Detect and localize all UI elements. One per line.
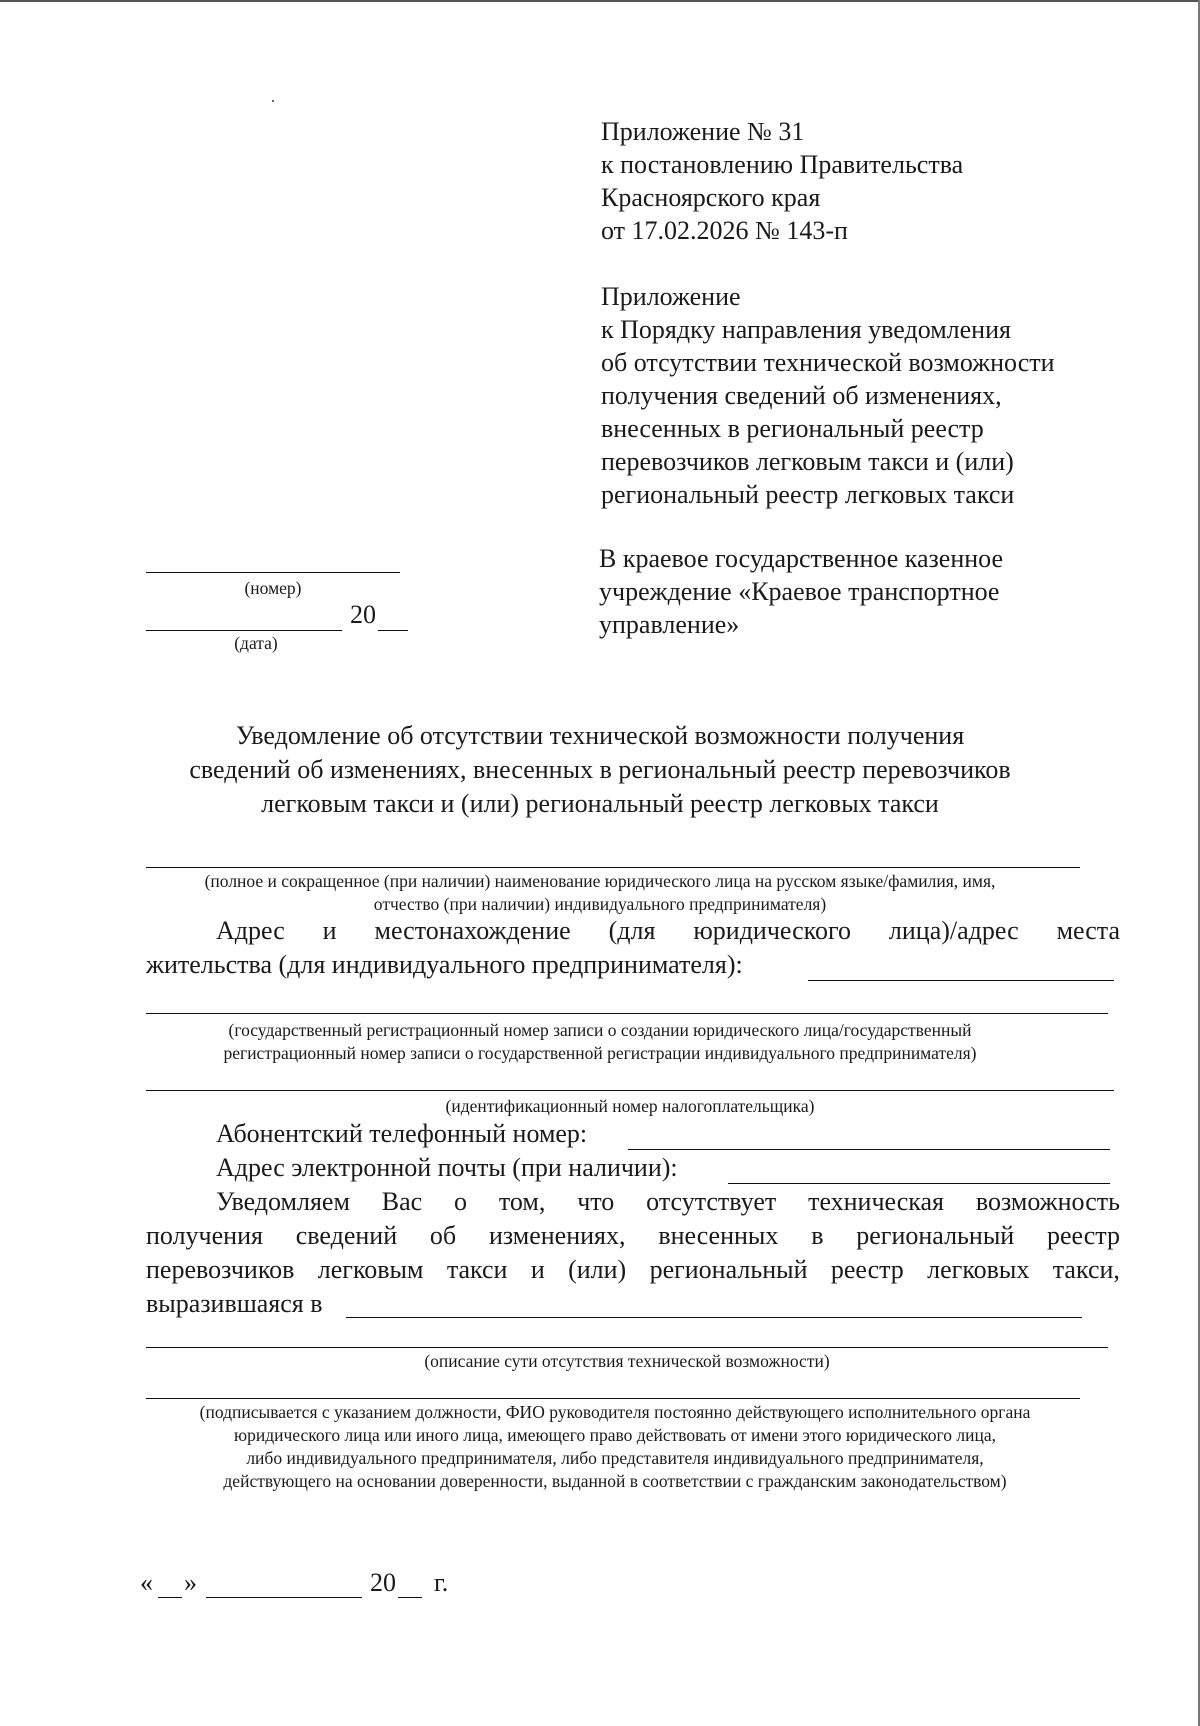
appendix-header-line: Приложение № 31 [601, 117, 805, 146]
scan-speck [272, 100, 274, 102]
title-line: Уведомление об отсутствии технической возможности получения [235, 721, 965, 750]
notice-line-4: выразившаяся в [146, 1289, 323, 1318]
word: (для [608, 916, 656, 945]
word: внесенных [658, 1221, 779, 1250]
word: реестр [1047, 1221, 1120, 1250]
appendix-header-line: Красноярского края [601, 183, 821, 212]
sign-year-prefix: 20 [370, 1568, 396, 1597]
word: возможность [975, 1187, 1120, 1216]
order-header [601, 280, 1055, 511]
number-caption: (номер) [244, 578, 302, 598]
date-year-prefix: 20 [350, 600, 376, 629]
word: такси, [1052, 1255, 1120, 1284]
word: региональный [856, 1221, 1015, 1250]
registration-caption [120, 1019, 1080, 1065]
title-line: легковым такси и (или) региональный реестр легковых такси [261, 789, 939, 818]
addressee-line: В краевое государственное казенное [599, 544, 1004, 573]
word: об [429, 1221, 457, 1250]
order-header-line: внесенных в региональный реестр [601, 414, 984, 443]
addressee-line: учреждение «Краевое транспортное [599, 577, 1000, 606]
order-header-line: региональный реестр легковых такси [601, 480, 1015, 509]
appendix-header [601, 115, 963, 247]
word: Вас [381, 1187, 423, 1216]
description-caption: (описание сути отсутствия технической возможности) [424, 1351, 830, 1371]
order-header-line: к Порядку направления уведомления [601, 315, 1011, 344]
caption-line: (подписывается с указанием должности, ФИО руководителя постоянно действующего исполнительного органа [199, 1402, 1031, 1422]
address-label-line1 [146, 916, 1120, 946]
title-line: сведений об изменениях, внесенных в региональный реестр перевозчиков [189, 755, 1011, 784]
order-header-line: получения сведений об изменениях, [601, 381, 1002, 410]
word: (или) [568, 1255, 627, 1284]
notice-line-3 [146, 1255, 1120, 1285]
description-line[interactable] [146, 1347, 1108, 1348]
word: лица)/адрес [888, 916, 1019, 945]
order-header-line: Приложение [601, 282, 741, 311]
caption-line: регистрационный номер записи о государственной регистрации индивидуального предпринимателя) [223, 1043, 977, 1063]
word: юридического [693, 916, 851, 945]
word: местонахождение [374, 916, 571, 945]
sign-year-line[interactable] [398, 1597, 422, 1598]
word: получения [146, 1221, 263, 1250]
number-field-line[interactable] [146, 572, 400, 573]
word: отсутствует [646, 1187, 777, 1216]
caption-line: юридического лица или иного лица, имеющего право действовать от имени этого юридического лица, [234, 1425, 996, 1445]
word: Уведомляем [216, 1187, 350, 1216]
word: перевозчиков [146, 1255, 295, 1284]
date-year-line[interactable] [378, 630, 408, 631]
addressee-block [599, 542, 1003, 641]
date-field-line[interactable] [146, 630, 342, 631]
word: о [454, 1187, 468, 1216]
document-title [120, 719, 1080, 821]
appendix-header-line: к постановлению Правительства [601, 150, 964, 179]
sign-date-close-quote: » [184, 1568, 197, 1597]
address-label-line2: жительства (для индивидуального предпринимателя): [146, 950, 743, 979]
email-label: Адрес электронной почты (при наличии): [216, 1153, 678, 1182]
word: такси [446, 1255, 508, 1284]
order-header-line: об отсутствии технической возможности [601, 348, 1055, 377]
addressee-line: управление» [599, 610, 740, 639]
word: в [811, 1221, 824, 1250]
word: и [530, 1255, 545, 1284]
caption-line: (полное и сокращенное (при наличии) наименование юридического лица на русском языке/фамилия, имя, [204, 871, 996, 891]
notice-line-1 [216, 1187, 1120, 1217]
organization-name-line[interactable] [146, 867, 1080, 868]
sign-month-line[interactable] [206, 1597, 362, 1598]
word: что [577, 1187, 615, 1216]
signature-line[interactable] [146, 1398, 1080, 1399]
scan-edge-top [0, 0, 1200, 2]
sign-date-open-quote: « [140, 1568, 153, 1597]
phone-input-line[interactable] [628, 1149, 1110, 1150]
word: том, [498, 1187, 546, 1216]
caption-line: либо индивидуального предпринимателя, либо представителя индивидуального предпринимателя, [246, 1448, 984, 1468]
word: Адрес [216, 916, 285, 945]
registration-number-line[interactable] [146, 1090, 1114, 1091]
phone-label: Абонентский телефонный номер: [216, 1119, 588, 1148]
word: и [322, 916, 337, 945]
word: сведений [295, 1221, 398, 1250]
caption-line: действующего на основании доверенности, выданной в соответствии с гражданским законодательством) [223, 1471, 1007, 1491]
notice-line-2 [146, 1221, 1120, 1251]
caption-line: (государственный регистрационный номер записи о создании юридического лица/государственный [228, 1020, 972, 1040]
order-header-line: перевозчиков легковым такси и (или) [601, 447, 1014, 476]
sign-year-suffix: г. [434, 1568, 449, 1597]
word: техническая [808, 1187, 945, 1216]
inn-caption: (идентификационный номер налогоплательщика) [445, 1096, 815, 1116]
word: легковым [317, 1255, 424, 1284]
address-continuation-line[interactable] [146, 1013, 1108, 1014]
sign-day-line[interactable] [158, 1597, 182, 1598]
word: места [1056, 916, 1120, 945]
email-input-line[interactable] [728, 1183, 1110, 1184]
notice-input-line[interactable] [346, 1317, 1082, 1318]
date-caption: (дата) [234, 633, 278, 653]
organization-name-caption [120, 870, 1080, 916]
appendix-header-line: от 17.02.2026 № 143-п [601, 216, 848, 245]
word: изменениях, [488, 1221, 626, 1250]
caption-line: отчество (при наличии) индивидуального предпринимателя) [373, 894, 827, 914]
word: легковых [927, 1255, 1030, 1284]
word: реестр [830, 1255, 904, 1284]
signature-caption [120, 1401, 1110, 1493]
word: региональный [649, 1255, 808, 1284]
address-input-line[interactable] [808, 980, 1114, 981]
